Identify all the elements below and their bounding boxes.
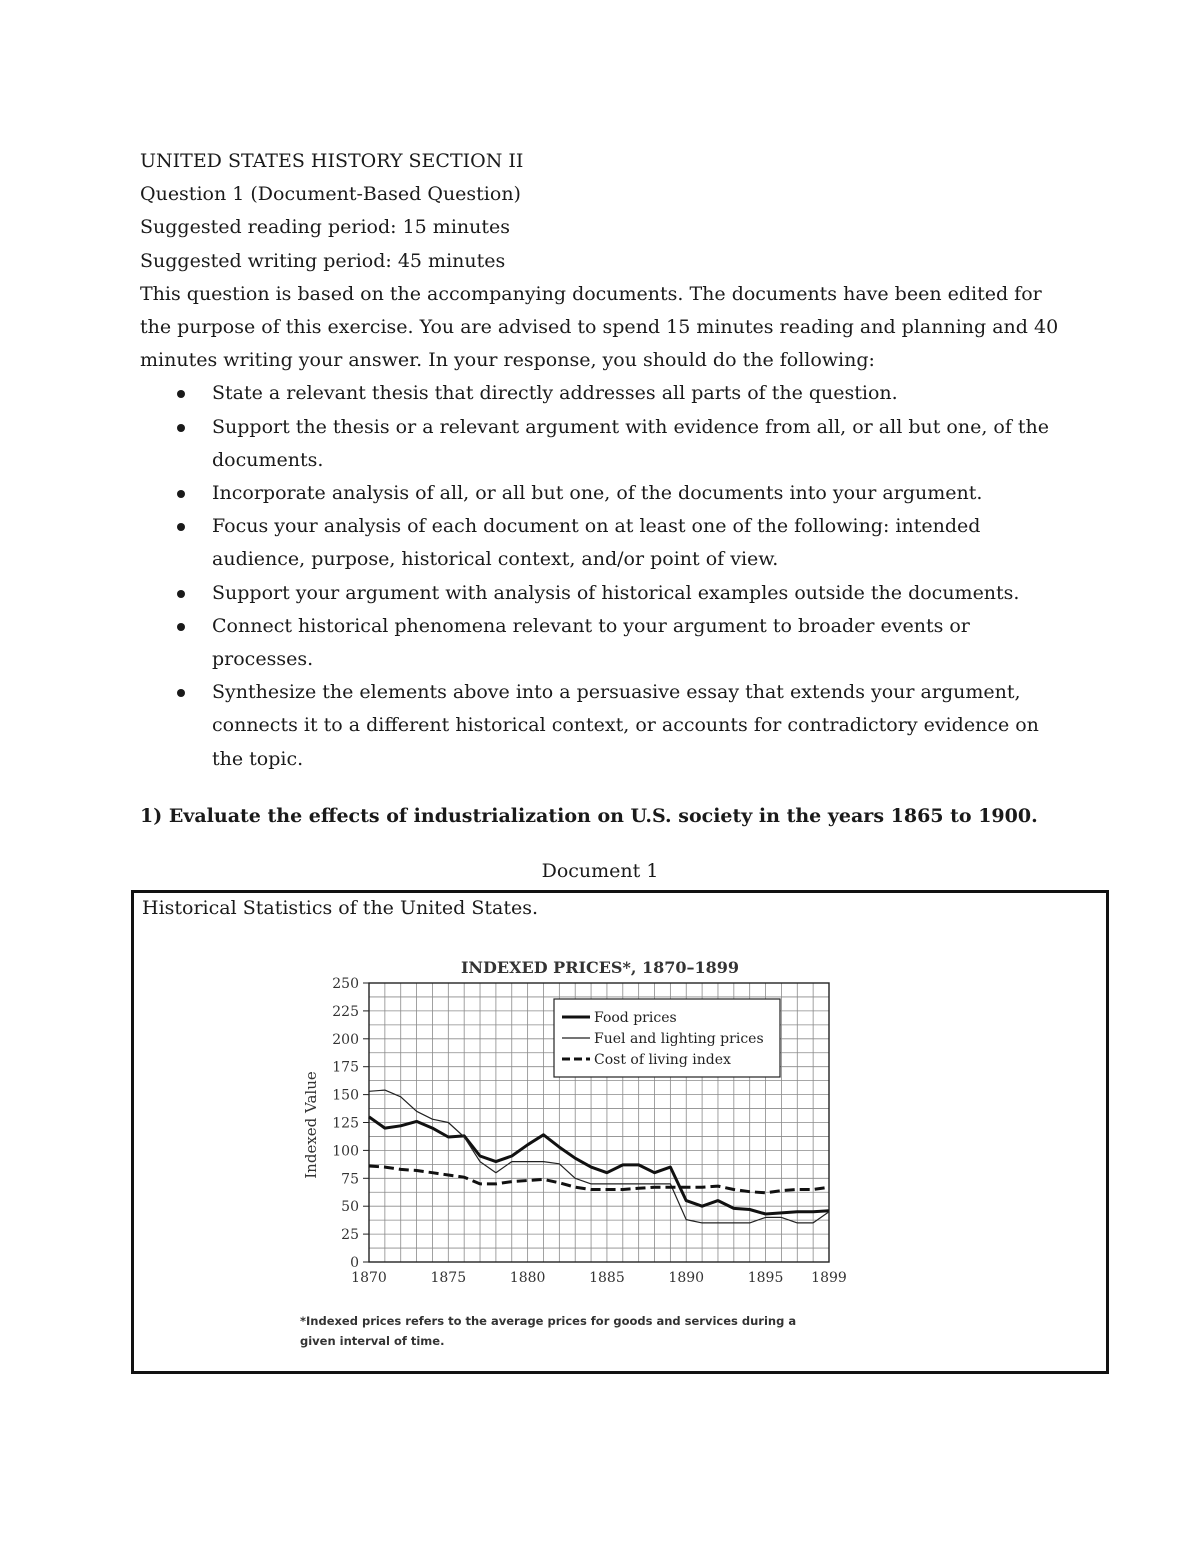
instruction-item: Synthesize the elements above into a persuasive essay that extends your argument, connects it to a different historical context, or accounts for contradictory evidence on the topic. — [140, 676, 1072, 776]
reading-period: Suggested reading period: 15 minutes — [140, 216, 511, 239]
legend-label-cost: Cost of living index — [594, 1052, 731, 1068]
instruction-item: Support your argument with analysis of historical examples outside the documents. — [140, 577, 1072, 610]
x-tick-label: 1895 — [747, 1270, 784, 1286]
x-tick-label: 1899 — [811, 1270, 847, 1286]
document-source: Historical Statistics of the United States. — [142, 897, 539, 919]
y-tick-label: 50 — [341, 1199, 359, 1216]
y-tick-label: 175 — [332, 1059, 359, 1076]
section-title: UNITED STATES HISTORY SECTION II — [140, 150, 524, 172]
document-box — [131, 890, 1109, 1374]
chart-footnote-line-1: *Indexed prices refers to the average prices for goods and services during a — [300, 1314, 797, 1328]
question-title: Question 1 (Document-Based Question) — [140, 183, 521, 206]
series-line-fuel-lighting-prices — [369, 1090, 829, 1223]
instruction-item: Connect historical phenomena relevant to your argument to broader events or processes. — [140, 610, 1072, 676]
y-tick-label: 225 — [332, 1003, 359, 1020]
x-tick-label: 1885 — [589, 1270, 625, 1286]
x-tick-label: 1870 — [351, 1270, 387, 1286]
y-tick-label: 0 — [350, 1255, 359, 1271]
instruction-list — [140, 377, 1070, 775]
chart-title: INDEXED PRICES*, 1870–1899 — [460, 958, 740, 977]
y-tick-label: 150 — [332, 1087, 359, 1104]
y-tick-label: 75 — [341, 1171, 359, 1188]
x-tick-label: 1880 — [509, 1270, 546, 1286]
intro-paragraph: This question is based on the accompanying documents. The documents have been edited for the purpose of this exercise. You are advised to spend 15 minutes reading and planning and 40 minutes writing your answer. In your response, you should do the following: — [140, 282, 1059, 372]
instruction-item: Support the thesis or a relevant argument with evidence from all, or all but one, of the documents. — [140, 411, 1072, 477]
y-tick-label: 125 — [332, 1115, 359, 1132]
y-tick-label: 250 — [332, 976, 359, 992]
y-tick-label: 25 — [341, 1227, 359, 1244]
y-tick-label: 200 — [332, 1031, 359, 1048]
essay-question: 1) Evaluate the effects of industrialization on U.S. society in the years 1865 to 1900. — [140, 805, 1038, 827]
writing-period: Suggested writing period: 45 minutes — [140, 249, 506, 272]
y-tick-label: 100 — [332, 1143, 359, 1160]
instruction-item: State a relevant thesis that directly addresses all parts of the question. — [140, 377, 1072, 410]
instructions-block — [140, 145, 1070, 776]
legend-label-food: Food prices — [594, 1010, 677, 1026]
instruction-item: Focus your analysis of each document on at least one of the following: intended audience, purpose, historical context, and/or point of view. — [140, 510, 1072, 576]
x-tick-label: 1875 — [430, 1270, 467, 1286]
series-line-food-prices — [369, 1117, 829, 1214]
instruction-item: Incorporate analysis of all, or all but one, of the documents into your argument. — [140, 477, 1072, 510]
x-tick-label: 1890 — [668, 1270, 705, 1286]
y-axis-label: Indexed Value — [302, 1071, 320, 1179]
chart-footnote-line-2: given interval of time. — [300, 1334, 445, 1348]
indexed-prices-chart — [134, 893, 1106, 1371]
document-label: Document 1 — [541, 860, 659, 882]
legend-label-fuel: Fuel and lighting prices — [594, 1031, 764, 1047]
